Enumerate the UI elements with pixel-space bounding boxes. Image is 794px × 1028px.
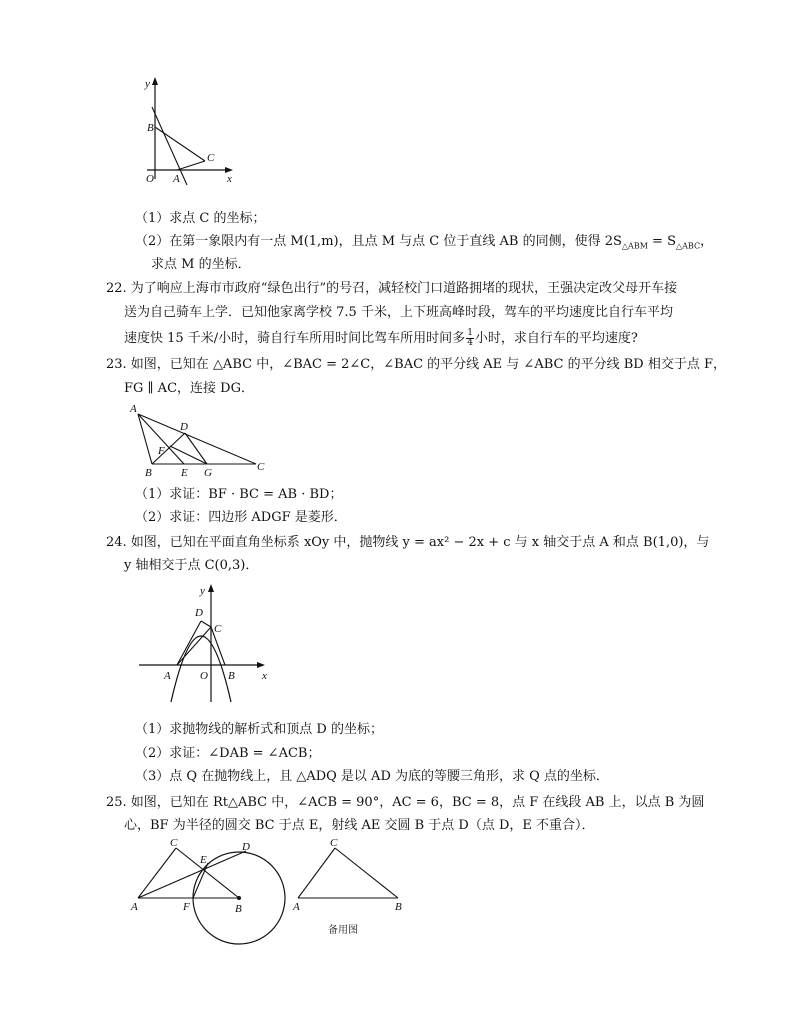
q21-sub-abc: △ABC [675,241,701,251]
q21-part2-cont: 求点 M 的坐标． [151,257,251,272]
label-b: B [395,901,402,913]
label-c: C [207,152,215,164]
label-y: y [200,585,205,597]
label-b: B [147,122,154,134]
q22-line3-text: 速度快 15 千米/小时，骑自行车所用时间比驾车所用时间多 [124,331,466,346]
fraction-quarter [466,329,474,348]
segment-cb [335,848,398,898]
q24-part2: （2）求证：∠DAB = ∠ACB； [135,746,321,761]
center-b-dot [237,896,241,900]
q24-part1: （1）求抛物线的解析式和顶点 D 的坐标； [135,722,383,737]
q25-line1: 25. 如图，已知在 Rt△ABC 中，∠ACB = 90°，AC = 6，BC = 8，点 F 在线段 AB 上，以点 B 为圆 [106,795,705,810]
segment-cb [176,848,239,898]
label-o: O [200,670,208,682]
segment-fd [193,863,208,898]
label-a: A [293,901,300,913]
q24-line1: 24. 如图，已知在平面直角坐标系 xOy 中，抛物线 y = ax² − 2x + c 与 x 轴交于点 A 和点 B(1,0)，与 [106,535,710,550]
label-b: B [145,467,152,479]
label-c: C [330,837,338,849]
label-o: O [146,173,154,185]
x-axis-arrow [257,662,265,668]
fraction-den: 4 [467,338,473,348]
segment-ac [298,848,335,898]
segment-ac [138,848,176,898]
label-a: A [131,901,138,913]
q23-figure [128,402,278,482]
q22-line3 [124,329,638,348]
q21-part2-end: ， [700,234,714,249]
q21-figure [135,75,245,190]
segment-dg [185,433,207,464]
label-a: A [164,670,171,682]
label-e: E [181,467,188,479]
q23-line2: FG ∥ AC，连接 DG． [124,381,254,396]
label-d: D [242,841,250,853]
label-a: A [130,403,137,415]
label-y: y [145,78,150,90]
parabola [171,636,231,702]
q23-part1: （1）求证：BF · BC = AB · BD； [135,487,343,502]
label-c: C [170,837,178,849]
q21-sub-abm: △ABM [621,241,648,251]
q24-figure [135,580,275,710]
q21-part1: （1）求点 C 的坐标； [135,211,266,226]
q21-part2-mid: = S [647,234,676,249]
q22-line3-end: 小时，求自行车的平均速度? [474,331,638,346]
q22-line2: 送为自己骑车上学．已知他家离学校 7.5 千米，上下班高峰时段，驾车的平均速度比自行车平均 [124,305,673,320]
label-a: A [173,173,180,185]
q23-part2: （2）求证：四边形 ADGF 是菱形． [135,510,347,525]
line-ab [152,107,187,185]
label-x: x [262,670,267,682]
label-g: G [204,467,212,479]
segment-ac [177,161,205,170]
segment-ac [138,414,256,464]
label-b: B [235,903,242,915]
label-x: x [227,173,232,185]
segment-dc [201,621,211,627]
q25-figure-main [128,835,298,950]
segment-bc [155,127,205,161]
q24-part3: （3）点 Q 在抛物线上，且 △ADQ 是以 AD 为底的等腰三角形，求 Q 点的坐标． [135,769,609,784]
q21-part2-text: （2）在第一象限内有一点 M(1,m)，且点 M 与点 C 位于直线 AB 的同侧，使得 2S [135,234,622,249]
label-f: F [158,445,165,457]
q25-line2: 心，BF 为半径的圆交 BC 于点 E，射线 AE 交圆 B 于点 D（点 D，E 不重合）． [124,818,595,833]
q23-line1: 23. 如图，已知在 △ABC 中，∠BAC = 2∠C，∠BAC 的平分线 AE 与 ∠ABC 的平分线 BD 相交于点 F， [106,357,726,372]
label-e: E [200,854,207,866]
y-axis-arrow [208,584,214,592]
fraction-num: 1 [467,328,473,338]
label-c: C [214,623,222,635]
q25-figure-spare [292,835,412,940]
label-c: C [257,461,265,473]
q24-line2: y 轴相交于点 C(0,3)． [124,558,259,573]
label-f: F [183,901,190,913]
label-d: D [195,607,203,619]
label-d: D [180,421,188,433]
q21-part2 [135,234,713,255]
q22-line1: 22. 为了响应上海市市政府“绿色出行”的号召，减轻校门口道路拥堵的现状，王强决定改父母开车接 [106,281,678,296]
label-b: B [228,670,235,682]
spare-figure-caption: 备用图 [328,925,358,936]
y-axis-arrow [152,77,158,85]
